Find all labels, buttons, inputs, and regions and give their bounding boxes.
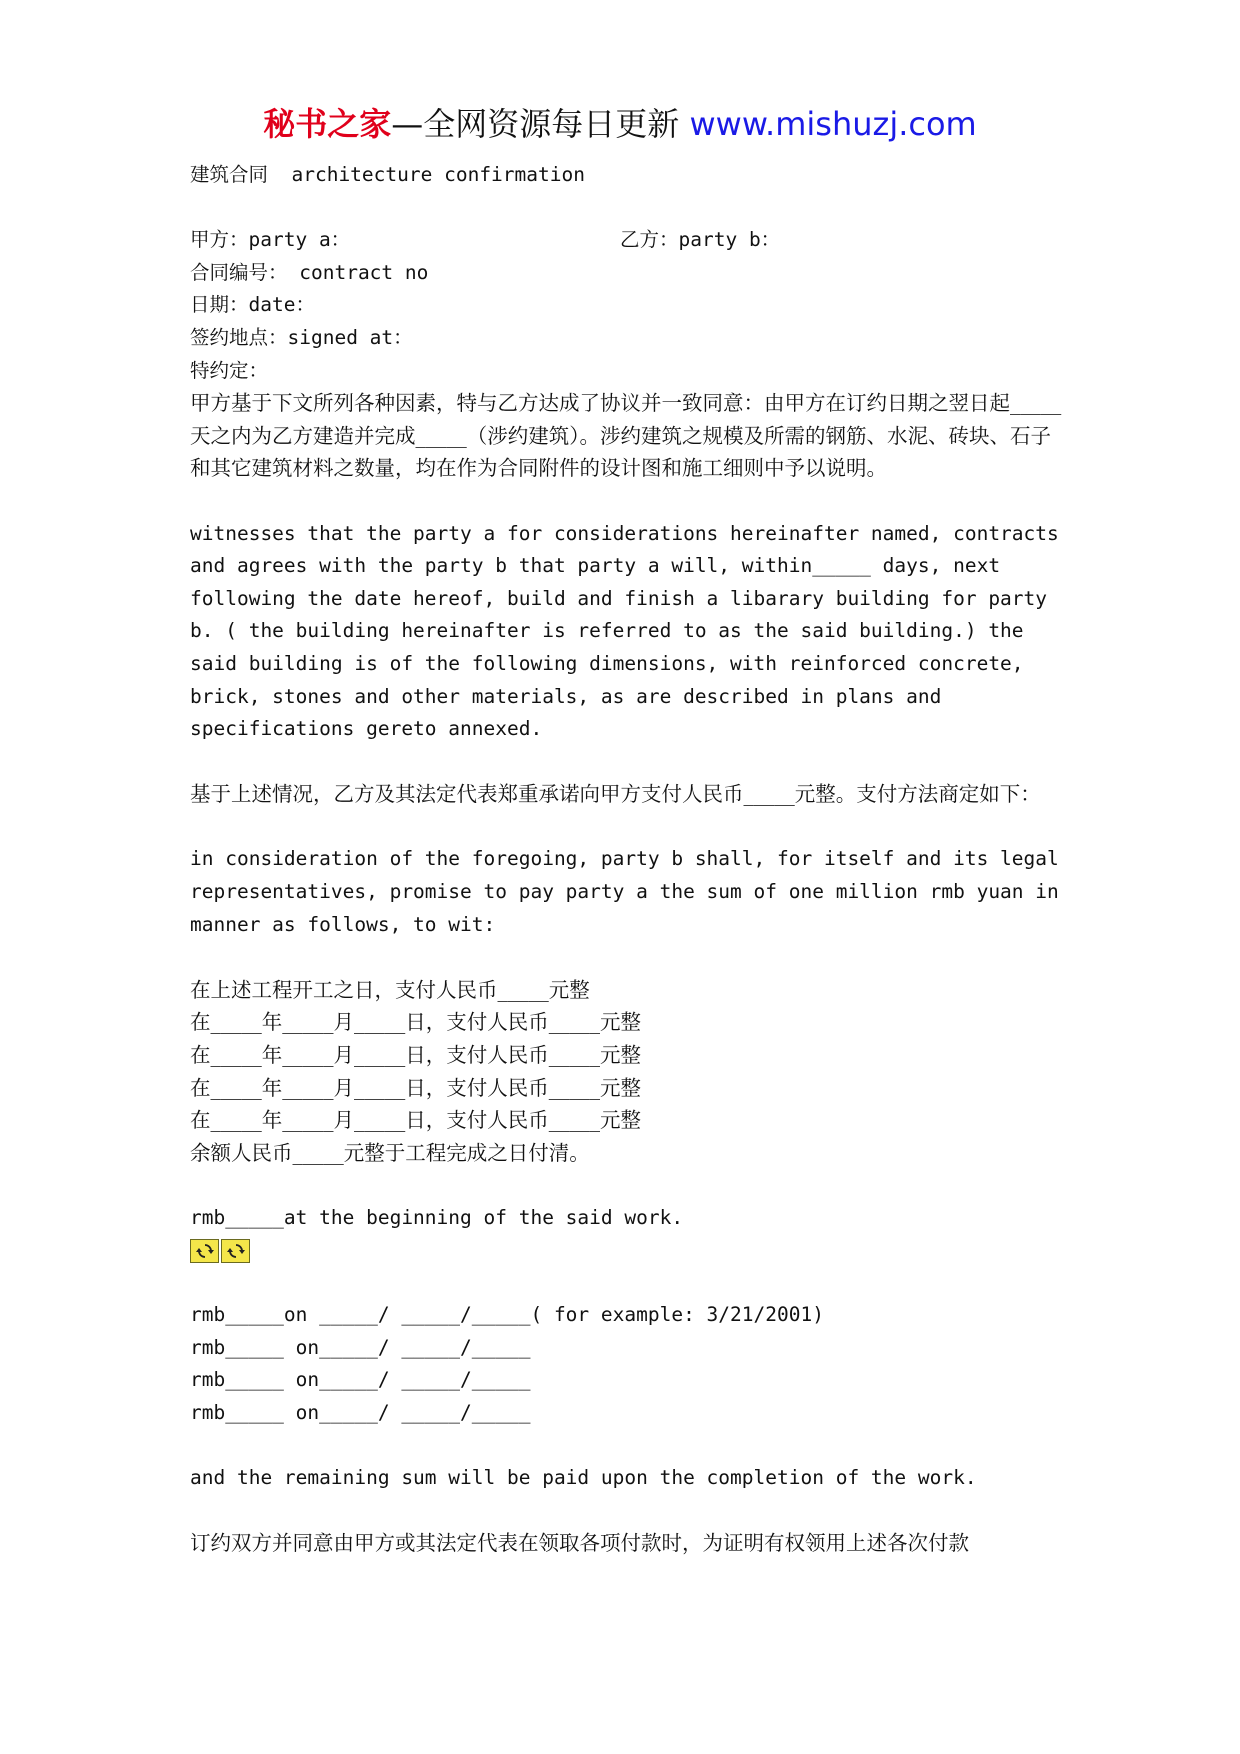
parties-row <box>190 224 1070 257</box>
contract-document <box>190 159 1070 1560</box>
paragraph-en-1: witnesses that the party a for considerations hereinafter named, contracts and agrees with the party b that party a will, within_____ days, next following the date hereof, build and finish a libarary building for party b. ( the building hereinafter is referred to as the said building.) the said building is of the following dimensions, with reinforced concrete, brick, stones and other materials, as are described in plans and specifications gereto annexed. <box>190 521 1071 741</box>
blank-line <box>190 485 1070 518</box>
banner-tagline: —全网资源每日更新 <box>391 105 690 143</box>
embedded-icons <box>190 1239 1070 1263</box>
blank-line <box>190 1169 1070 1202</box>
blank-line <box>190 192 1070 225</box>
payment-zh-line: 在_____年_____月_____日，支付人民币_____元整 <box>190 1075 641 1100</box>
payment-en-line: rmb_____ on_____/ _____/_____ <box>190 1368 531 1392</box>
paragraph-zh-1: 甲方基于下文所列各种因素，特与乙方达成了协议并一致同意：由甲方在订约日期之翌日起_____天之内为乙方建造并完成_____（涉约建筑）。涉约建筑之规模及所需的钢筋、水泥、砖块、石子和其它建筑材料之数量，均在作为合同附件的设计图和施工细则中予以说明。 <box>190 391 1062 481</box>
party-b-field: 乙方：party b： <box>620 228 781 252</box>
remaining-sum-en: and the remaining sum will be paid upon the completion of the work. <box>190 1466 977 1490</box>
blank-line <box>190 811 1070 844</box>
payment-zh-line: 在_____年_____月_____日，支付人民币_____元整 <box>190 1010 641 1035</box>
refresh-icon <box>190 1239 219 1263</box>
date-field: 日期：date： <box>190 293 315 317</box>
payment-en-line: rmb_____on _____/ _____/_____( for example: 3/21/2001) <box>190 1303 824 1327</box>
paragraph-zh-2: 基于上述情况，乙方及其法定代表郑重承诺向甲方支付人民币_____元整。支付方法商定如下： <box>190 782 1041 807</box>
banner-url-link[interactable]: www.mishuzj.com <box>689 105 977 143</box>
banner-brand: 秘书之家 <box>263 105 392 143</box>
payment-zh-line: 在上述工程开工之日，支付人民币_____元整 <box>190 977 590 1002</box>
refresh-icon <box>221 1239 250 1263</box>
signed-at-field: 签约地点：signed at： <box>190 325 413 349</box>
site-banner <box>0 100 1240 148</box>
blank-line <box>190 941 1070 974</box>
payment-zh-line: 在_____年_____月_____日，支付人民币_____元整 <box>190 1043 641 1068</box>
blank-line <box>190 1267 1070 1300</box>
blank-line <box>190 1430 1070 1463</box>
payment-en-line: rmb_____ on_____/ _____/_____ <box>190 1400 531 1424</box>
blank-line <box>190 1495 1070 1528</box>
paragraph-en-2: in consideration of the foregoing, party b shall, for itself and its legal representatives, promise to pay party a the sum of one million rmb yuan in manner as follows, to wit: <box>190 847 1071 936</box>
agreement-label: 特约定： <box>190 358 269 382</box>
payment-en-line: rmb_____ on_____/ _____/_____ <box>190 1335 531 1359</box>
paragraph-zh-3: 订约双方并同意由甲方或其法定代表在领取各项付款时，为证明有权领用上述各次付款 <box>190 1531 969 1556</box>
contract-number-field: 合同编号： contract no <box>190 260 429 284</box>
party-a-field: 甲方：party a： <box>190 228 351 252</box>
document-title: 建筑合同 architecture confirmation <box>190 163 585 186</box>
payment-en-first: rmb_____at the beginning of the said work. <box>190 1206 684 1229</box>
payment-zh-line: 在_____年_____月_____日，支付人民币_____元整 <box>190 1108 641 1133</box>
blank-line <box>190 746 1070 779</box>
payment-zh-balance: 余额人民币_____元整于工程完成之日付清。 <box>190 1140 590 1165</box>
